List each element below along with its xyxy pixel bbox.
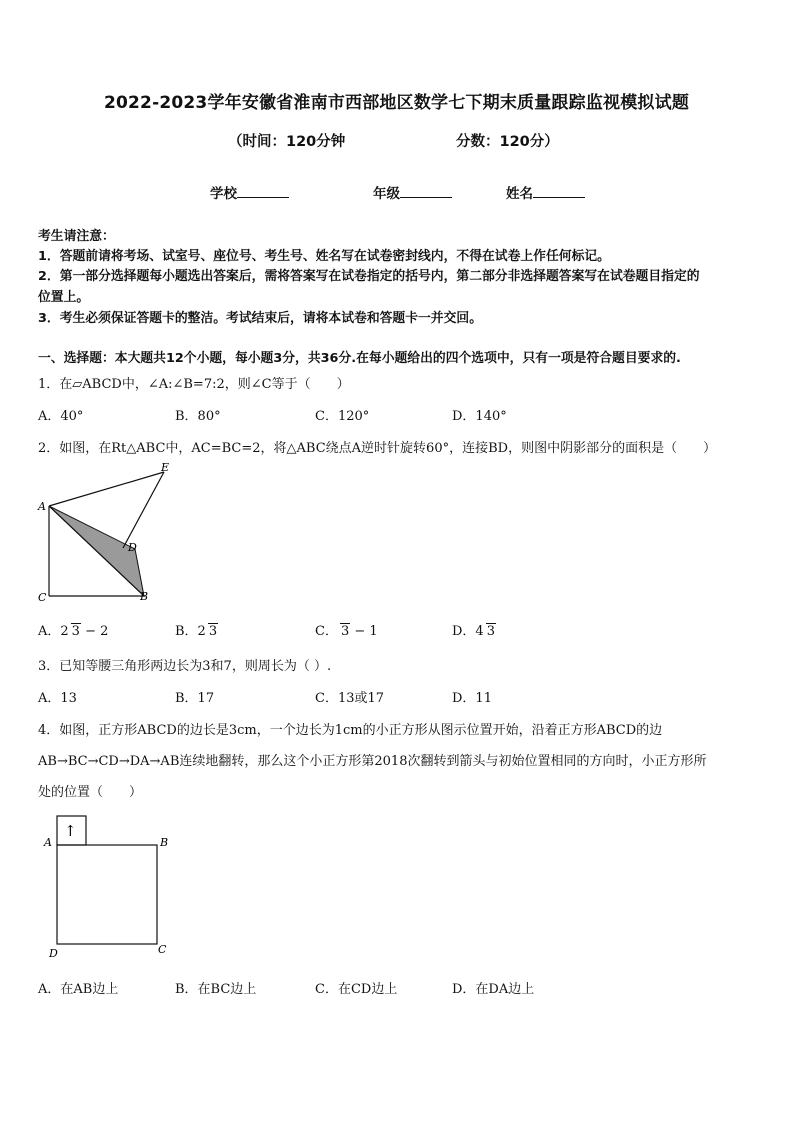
question-3: 3．已知等腰三角形两边长为3和7，则周长为（ ）.: [38, 659, 332, 674]
q2-option-d[interactable]: [452, 620, 496, 639]
q2-figure: [30, 458, 180, 608]
school-blank[interactable]: [237, 185, 289, 198]
q2-c-prefix: C．: [315, 624, 338, 639]
q2-option-b[interactable]: [175, 620, 218, 639]
q2-a-rest: − 2: [80, 624, 109, 639]
q3-option-b[interactable]: B．17: [175, 691, 215, 706]
sqrt-symbol: [208, 623, 218, 639]
q2-option-c[interactable]: [315, 620, 378, 639]
q4-label-c: C: [158, 943, 167, 956]
q3-option-a[interactable]: A．13: [38, 691, 77, 706]
q1-option-d[interactable]: D．140°: [452, 409, 507, 424]
name-blank[interactable]: [533, 185, 585, 198]
school-field: [210, 182, 289, 202]
q2-a-radicand: 3: [71, 624, 80, 639]
question-2: 2．如图，在Rt△ABC中，AC=BC=2，将△ABC绕点A逆时针旋转60°，连接BD，则图中阴影部分的面积是（ ）: [38, 441, 717, 456]
grade-label: 年级: [373, 186, 400, 202]
grade-field: [373, 182, 452, 202]
q1-option-b[interactable]: B．80°: [175, 409, 221, 424]
q2-d-radicand: 3: [486, 624, 495, 639]
q2-c-radicand: 3: [340, 624, 350, 639]
q2-segment-ed: [123, 472, 164, 548]
q2-label-c: C: [38, 591, 47, 604]
q4-figure: [38, 810, 178, 960]
q2-a-coef: A．2: [38, 624, 69, 639]
section-heading: 一、选择题：本大题共12个小题，每小题3分，共36分.在每小题给出的四个选项中，只有一项是符合题目要求的.: [38, 351, 681, 366]
notice-line-2-cont: 位置上。: [38, 290, 90, 305]
question-4-line-3: 处的位置（ ）: [38, 785, 143, 800]
q2-b-radicand: 3: [208, 624, 218, 639]
q4-option-d[interactable]: D．在DA边上: [452, 982, 535, 997]
q4-option-b[interactable]: B．在BC边上: [175, 982, 257, 997]
exam-title: 2022-2023学年安徽省淮南市西部地区数学七下期末质量跟踪监视模拟试题: [103, 93, 690, 113]
name-field: [506, 182, 585, 202]
grade-blank[interactable]: [400, 185, 452, 198]
school-label: 学校: [210, 186, 237, 202]
notice-heading: 考生请注意：: [38, 229, 115, 244]
q2-label-b: B: [140, 590, 149, 603]
q3-option-d[interactable]: D．11: [452, 691, 492, 706]
notice-line-1: 1．答题前请将考场、试室号、座位号、考生号、姓名写在试卷密封线内，不得在试卷上作任何标记。: [38, 249, 610, 264]
q2-d-coef: D．4: [452, 624, 484, 639]
q4-option-a[interactable]: A．在AB边上: [38, 982, 119, 997]
q2-label-d: D: [128, 541, 137, 554]
notice-line-3: 3．考生必须保证答题卡的整洁。考试结束后，请将本试卷和答题卡一并交回。: [38, 311, 482, 326]
q4-arrow-icon: ↑: [64, 822, 77, 840]
q2-label-a: A: [38, 500, 46, 513]
q4-label-b: B: [160, 836, 169, 849]
q4-square-abcd: [57, 845, 157, 944]
q2-label-e: E: [161, 461, 170, 474]
q3-option-c[interactable]: C．13或17: [315, 691, 385, 706]
q4-label-d: D: [49, 947, 58, 960]
q2-c-rest: − 1: [350, 624, 378, 639]
question-4-line-1: 4．如图，正方形ABCD的边长是3cm，一个边长为1cm的小正方形从图示位置开始，沿着正方形ABCD的边: [38, 723, 663, 738]
exam-time: （时间：120分钟: [228, 134, 346, 150]
question-4-line-2: AB→BC→CD→DA→AB连续地翻转，那么这个小正方形第2018次翻转到箭头与初始位置相同的方向时，小正方形所: [38, 754, 707, 769]
exam-score: 分数：120分）: [456, 134, 559, 150]
name-label: 姓名: [506, 186, 533, 202]
sqrt-symbol: [340, 623, 350, 639]
question-1: 1．在▱ABCD中，∠A:∠B=7:2，则∠C等于（ ）: [38, 377, 350, 392]
q2-segment-ae: [49, 472, 164, 506]
q1-option-a[interactable]: A．40°: [38, 409, 84, 424]
sqrt-symbol: [71, 623, 81, 639]
q2-b-coef: B．2: [175, 624, 206, 639]
notice-line-2: 2．第一部分选择题每小题选出答案后，需将答案写在试卷指定的括号内，第二部分非选择题答案写在试卷题目指定的: [38, 269, 700, 284]
q2-option-a[interactable]: [38, 620, 108, 639]
q1-option-c[interactable]: C．120°: [315, 409, 370, 424]
sqrt-symbol: [486, 623, 496, 639]
q4-option-c[interactable]: C．在CD边上: [315, 982, 398, 997]
q4-label-a: A: [44, 836, 52, 849]
